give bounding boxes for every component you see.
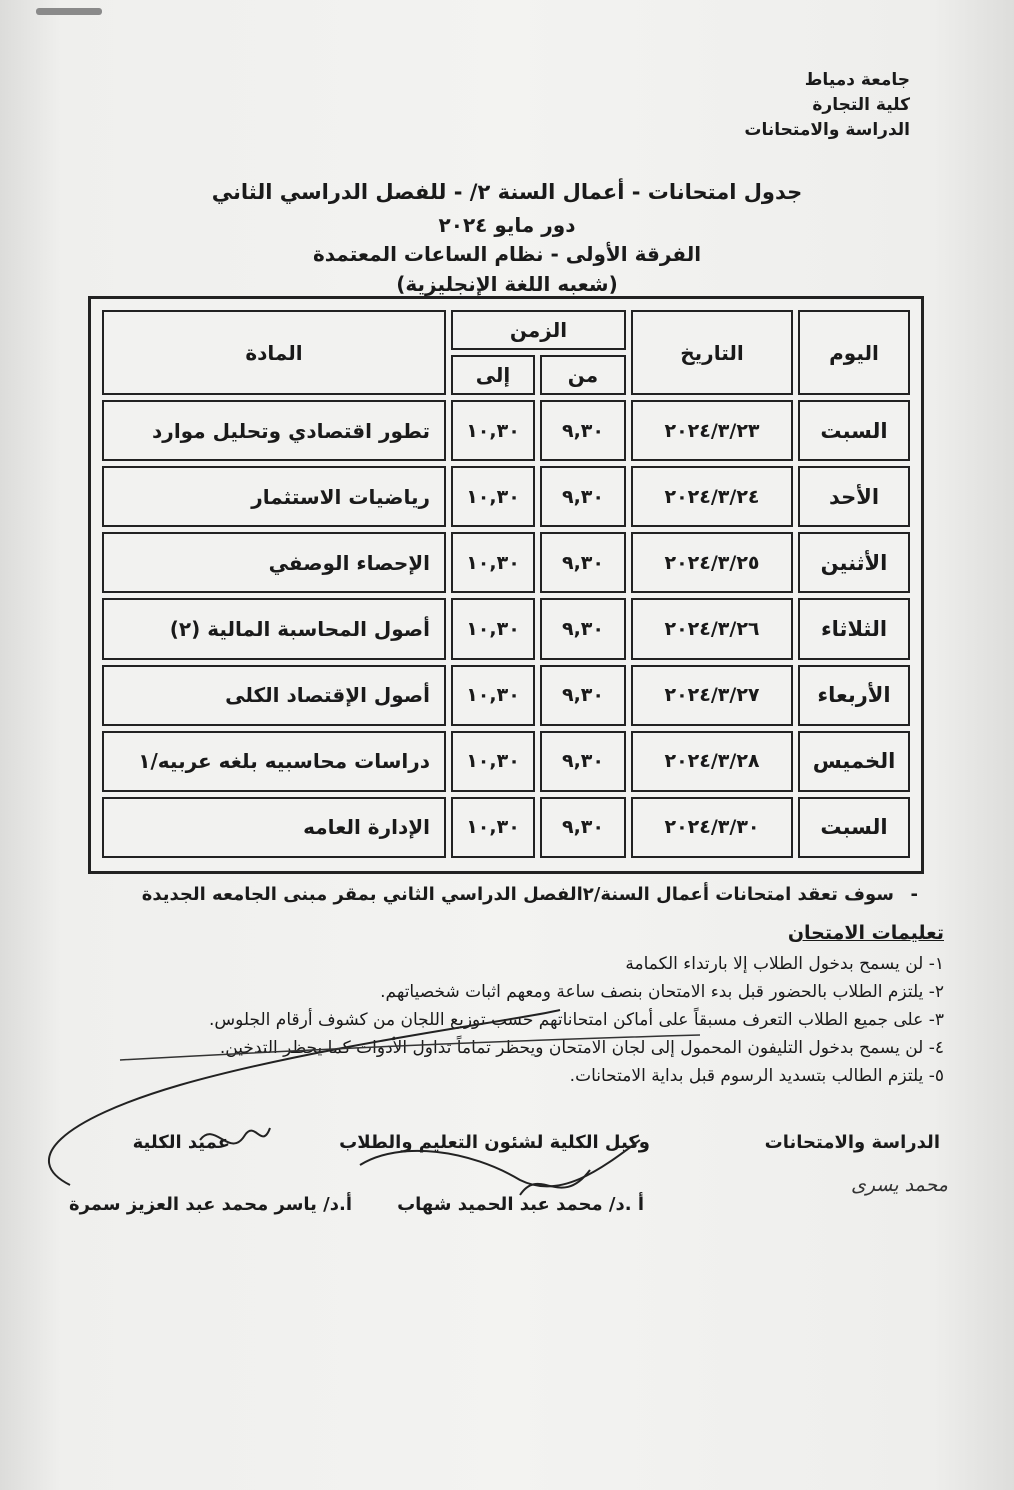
cell-subject: دراسات محاسبيه بلغه عربيه/١ [102, 731, 446, 792]
cell-from: ٩,٣٠ [540, 731, 626, 792]
cell-day: الخميس [798, 731, 910, 792]
cell-day: الأحد [798, 466, 910, 527]
cell-from: ٩,٣٠ [540, 466, 626, 527]
cell-date: ٢٠٢٤/٣/٢٣ [631, 400, 793, 461]
header-day: اليوم [798, 310, 910, 395]
cell-to: ١٠,٣٠ [451, 665, 535, 726]
signature-dean: عميد الكلية [132, 1132, 230, 1153]
cell-day: السبت [798, 400, 910, 461]
cell-date: ٢٠٢٤/٣/٢٤ [631, 466, 793, 527]
cell-date: ٢٠٢٤/٣/٣٠ [631, 797, 793, 858]
cell-from: ٩,٣٠ [540, 400, 626, 461]
note-bullet: - [910, 884, 918, 905]
cell-day: السبت [798, 797, 910, 858]
instruction-item: ١- لن يسمح بدخول الطلاب إلا بارتداء الكمامة [625, 954, 944, 974]
location-note: سوف تعقد امتحانات أعمال السنة/٢الفصل الدراسي الثاني بمقر مبنى الجامعه الجديدة [141, 884, 894, 905]
cell-day: الأثنين [798, 532, 910, 593]
handwritten-signature: محمد يسرى [850, 1174, 948, 1196]
schedule-title: جدول امتحانات - أعمال السنة ٢/ - للفصل الدراسي الثاني [211, 180, 803, 204]
level-title: الفرقة الأولى - نظام الساعات المعتمدة [312, 242, 702, 266]
cell-day: الثلاثاء [798, 598, 910, 659]
cell-date: ٢٠٢٤/٣/٢٦ [631, 598, 793, 659]
cell-date: ٢٠٢٤/٣/٢٧ [631, 665, 793, 726]
cell-from: ٩,٣٠ [540, 665, 626, 726]
cell-date: ٢٠٢٤/٣/٢٥ [631, 532, 793, 593]
cell-to: ١٠,٣٠ [451, 400, 535, 461]
signature-exams: الدراسة والامتحانات [764, 1132, 940, 1153]
cell-from: ٩,٣٠ [540, 797, 626, 858]
instructions-title: تعليمات الامتحان [787, 922, 944, 944]
header-time: الزمن [451, 310, 626, 350]
cell-subject: الإحصاء الوصفي [102, 532, 446, 593]
dean-name: أ.د/ ياسر محمد عبد العزيز سمرة [68, 1194, 352, 1215]
cell-subject: رياضيات الاستثمار [102, 466, 446, 527]
cell-from: ٩,٣٠ [540, 598, 626, 659]
cell-to: ١٠,٣٠ [451, 466, 535, 527]
header-to: إلى [451, 355, 535, 395]
header-from: من [540, 355, 626, 395]
header-subject: المادة [102, 310, 446, 395]
cell-to: ١٠,٣٠ [451, 598, 535, 659]
cell-date: ٢٠٢٤/٣/٢٨ [631, 731, 793, 792]
faculty-name: كلية التجارة [812, 95, 910, 115]
cell-subject: أصول الإقتصاد الكلى [102, 665, 446, 726]
cell-subject: أصول المحاسبة المالية (٢) [102, 598, 446, 659]
instruction-item: ٢- يلتزم الطلاب بالحضور قبل بدء الامتحان بنصف ساعة ومعهم اثبات شخصياتهم. [380, 982, 944, 1002]
cell-day: الأربعاء [798, 665, 910, 726]
header-date: التاريخ [631, 310, 793, 395]
cell-subject: الإدارة العامه [102, 797, 446, 858]
cell-to: ١٠,٣٠ [451, 731, 535, 792]
cell-to: ١٠,٣٠ [451, 797, 535, 858]
cell-to: ١٠,٣٠ [451, 532, 535, 593]
division-title: (شعبه اللغة الإنجليزية) [396, 272, 618, 296]
department-name: الدراسة والامتحانات [744, 120, 910, 140]
signature-vice-dean: وكيل الكلية لشئون التعليم والطلاب [339, 1132, 650, 1153]
vice-dean-name: أ .د/ محمد عبد الحميد شهاب [397, 1194, 644, 1215]
university-name: جامعة دمياط [804, 70, 910, 90]
cell-subject: تطور اقتصادي وتحليل موارد [102, 400, 446, 461]
instruction-item: ٥- يلتزم الطالب بتسديد الرسوم قبل بداية الامتحانات. [569, 1066, 944, 1086]
cell-from: ٩,٣٠ [540, 532, 626, 593]
instruction-item: ٣- على جميع الطلاب التعرف مسبقاً على أماكن امتحاناتهم حسب توزيع اللجان من كشوف أرقام الجلوس. [208, 1010, 944, 1030]
session-title: دور مايو ٢٠٢٤ [438, 213, 576, 237]
instruction-item: ٤- لن يسمح بدخول التليفون المحمول إلى لجان الامتحان ويحظر تماماً تداول الأدوات كما يحظر التدخين. [219, 1038, 944, 1058]
